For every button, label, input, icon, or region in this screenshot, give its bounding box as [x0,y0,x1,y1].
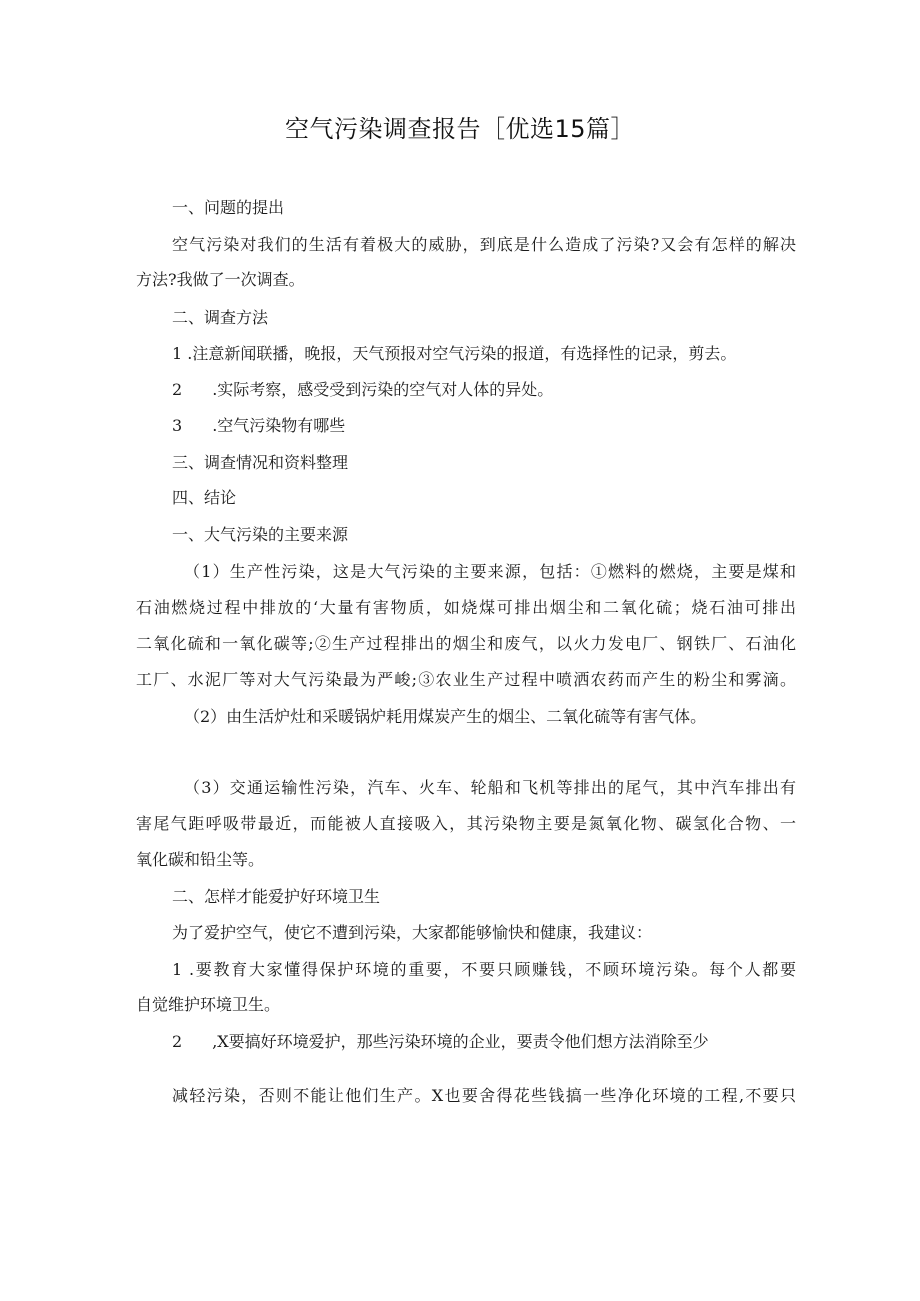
paragraph-line: 害尾气距呼吸带最近，而能被人直接吸入，其污染物主要是氮氧化物、碳氢化合物、一 [136,814,796,833]
list-item [172,1030,796,1054]
paragraph-line: 空气污染对我们的生活有着极大的威胁，到底是什么造成了污染?又会有怎样的解决 [172,235,796,254]
list-item-number: 2 [172,380,183,399]
paragraph-line: 自觉维护环境卫生。 [136,995,281,1014]
paragraph-line: 石油燃烧过程中排放的‘大量有害物质，如烧煤可排出烟尘和二氧化硫；烧石油可排出 [136,598,796,617]
section-heading: 二、调查方法 [172,308,269,327]
paragraph-line: （1）生产性污染，这是大气污染的主要来源，包括：①燃料的燃烧，主要是煤和 [184,562,796,581]
paragraph-line: （3）交通运输性污染，汽车、火车、轮船和飞机等排出的尾气，其中汽车排出有 [184,778,796,797]
section-heading: 二、怎样才能爱护好环境卫生 [172,887,381,906]
section-heading: 一、问题的提出 [172,198,285,217]
section-heading: 一、大气污染的主要来源 [172,525,349,544]
section-heading: 四、结论 [172,488,237,507]
list-item: 1 .注意新闻联播，晚报，天气预报对空气污染的报道，有选择性的记录，剪去。 [172,344,737,363]
list-item-number: 3 [172,416,183,435]
paragraph-line: 减轻污染，否则不能让他们生产。X也要舍得花些钱搞一些净化环境的工程,不要只 [172,1086,796,1105]
list-item-text: .实际考察，感受受到污染的空气对人体的异处。 [212,380,554,399]
list-item-text: .空气污染物有哪些 [212,416,346,435]
list-item-text: ,X要搞好环境爱护，那些污染环境的企业，要责令他们想方法消除至少 [212,1032,709,1051]
section-heading: 三、调查情况和资料整理 [172,453,349,472]
paragraph-line: （2）由生活炉灶和采暖锅炉耗用煤炭产生的烟尘、二氧化硫等有害气体。 [184,707,707,726]
paragraph-line: 二氧化硫和一氧化碳等;②生产过程排出的烟尘和废气，以火力发电厂、钢铁厂、石油化 [136,634,796,653]
paragraph-line: 为了爱护空气，使它不遭到污染，大家都能够愉快和健康，我建议： [172,923,653,942]
paragraph-line: 方法?我做了一次调查。 [136,270,305,289]
document-title: 空气污染调查报告［优选15篇］ [284,115,636,143]
paragraph-line: 工厂、水泥厂等对大气污染最为严峻;③农业生产过程中喷洒农药而产生的粉尘和雾滴。 [136,670,796,689]
list-item-number: 2 [172,1032,183,1051]
list-item: 1 .要教育大家懂得保护环境的重要，不要只顾赚钱，不顾环境污染。每个人都要 [172,960,796,979]
list-item [172,414,796,438]
paragraph-line: 氧化碳和铅尘等。 [136,850,265,869]
list-item [172,378,796,402]
